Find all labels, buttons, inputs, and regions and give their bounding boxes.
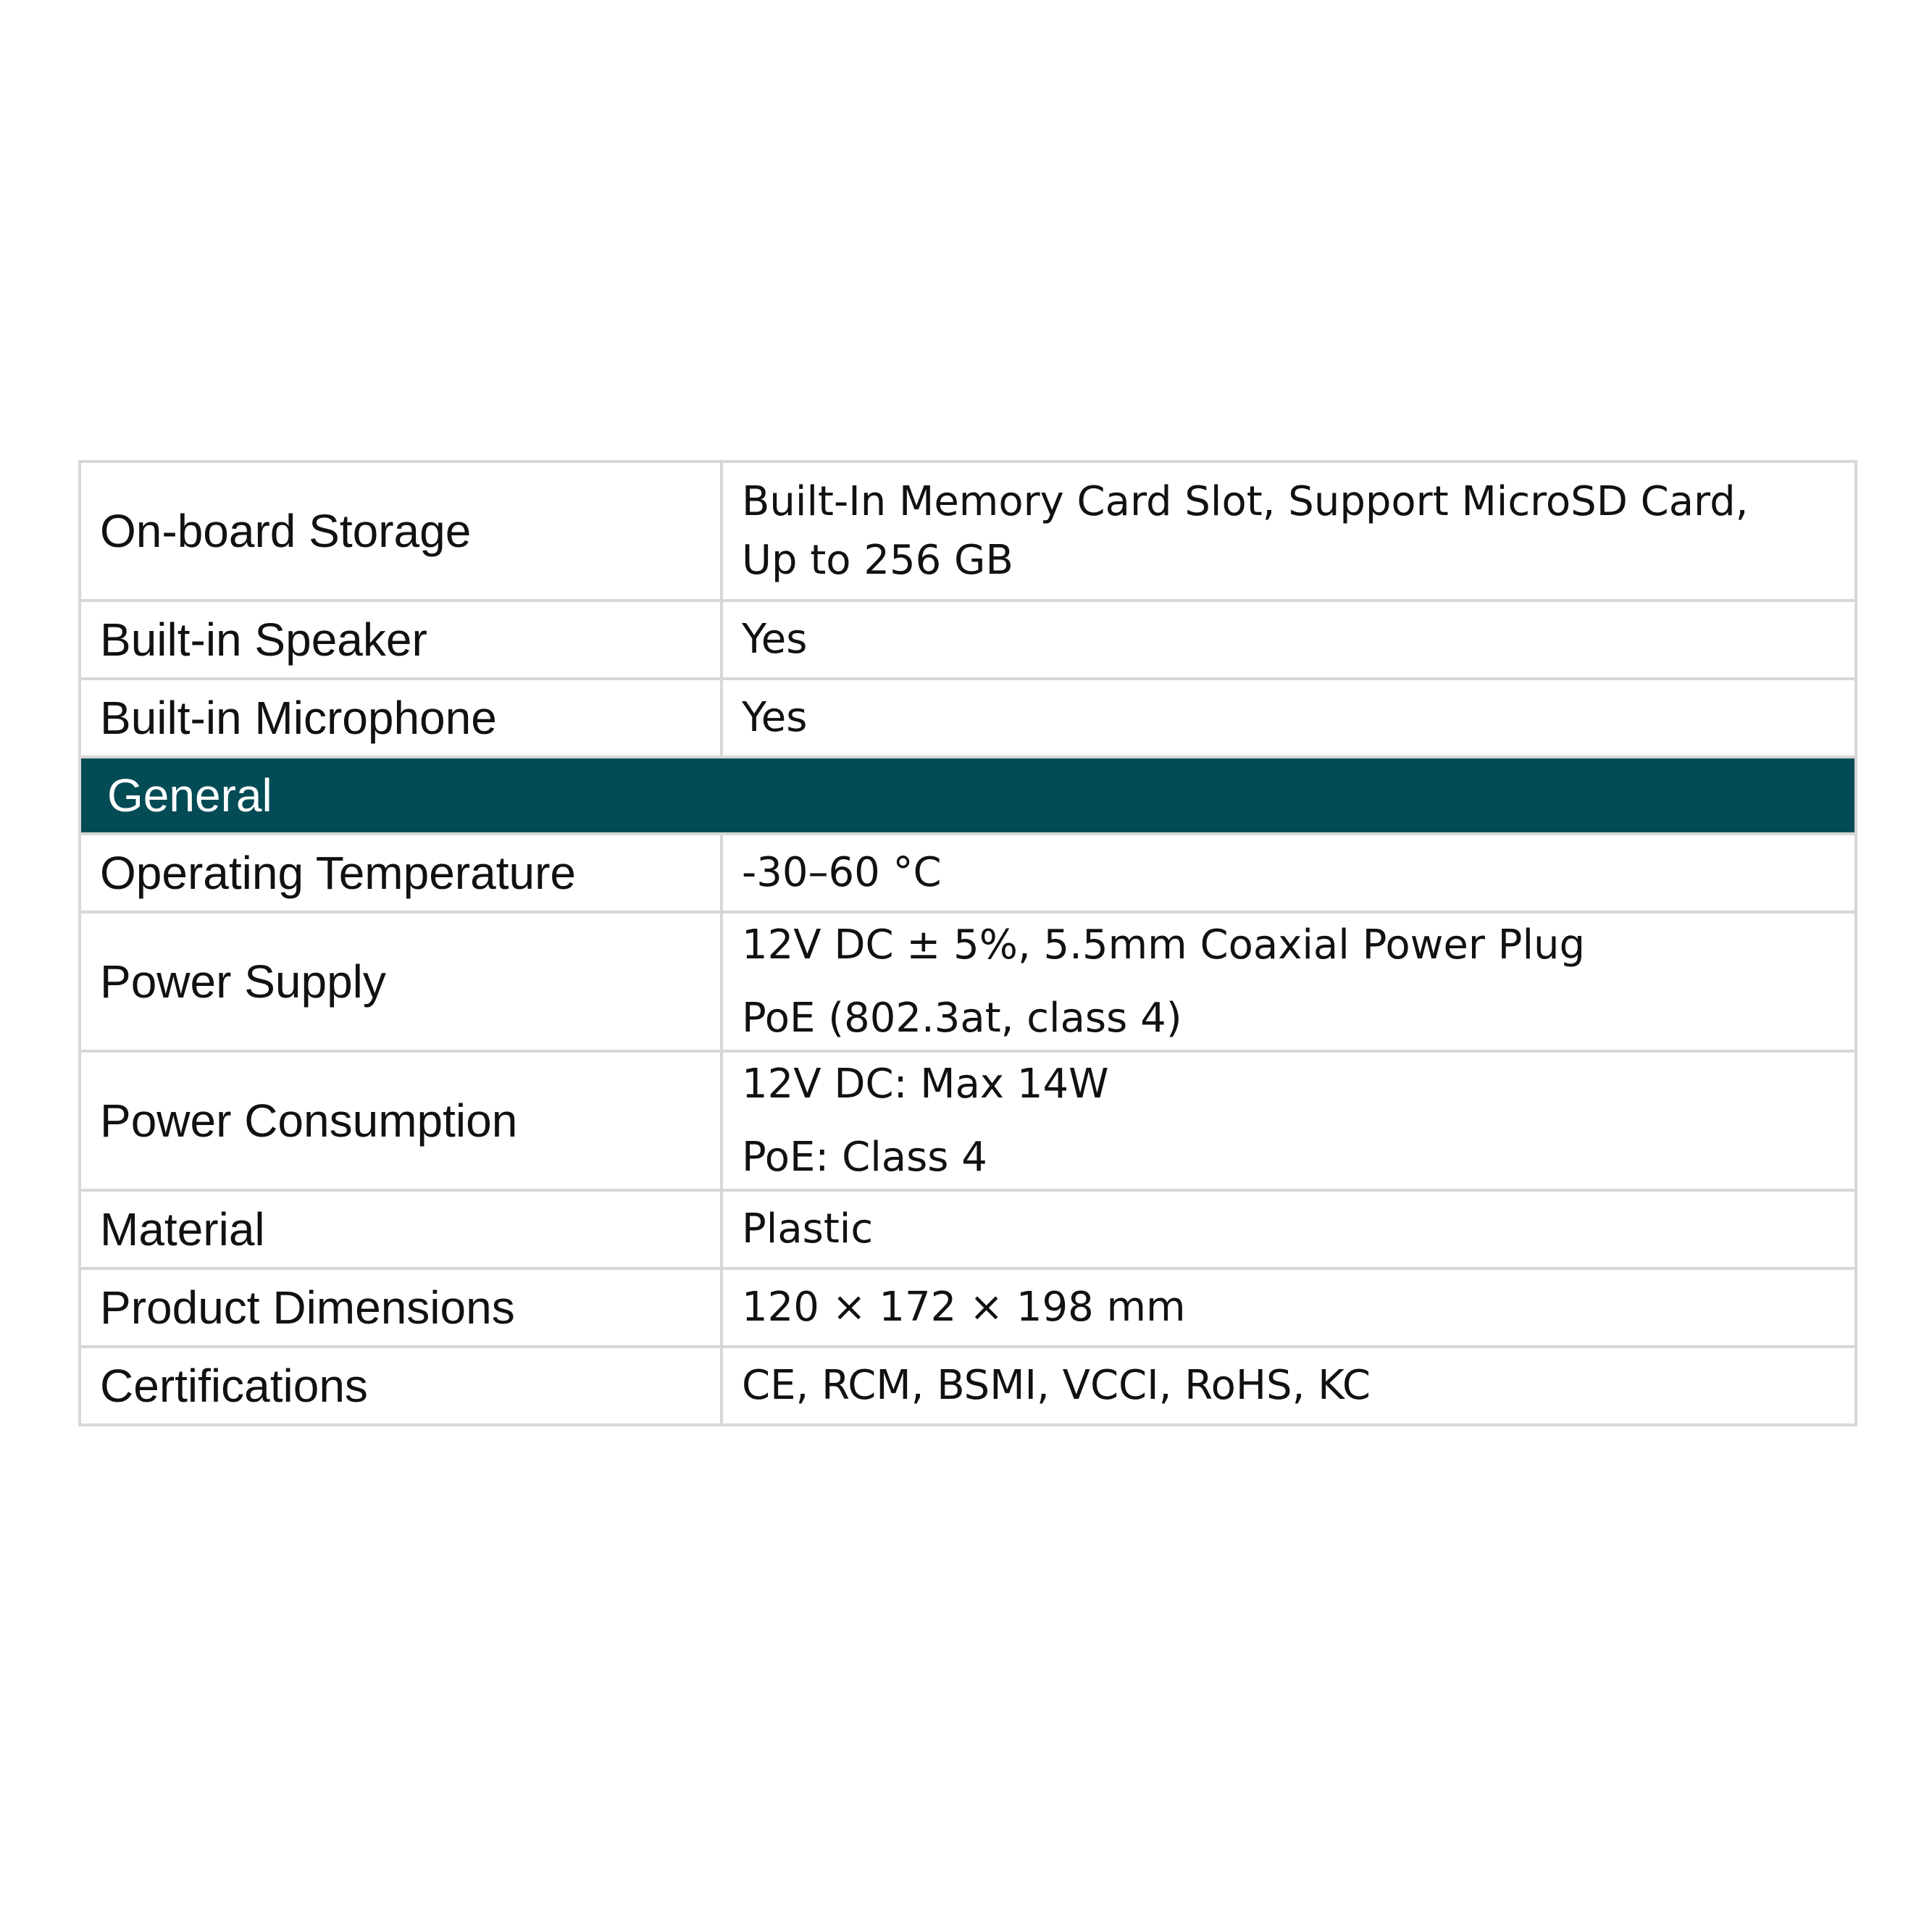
spec-value <box>722 912 1856 1051</box>
spec-row-certifications <box>80 1347 1856 1425</box>
spec-value-line: Plastic <box>742 1205 874 1253</box>
spec-label: Power Supply <box>80 912 722 1051</box>
spec-value <box>722 834 1856 912</box>
spec-value-line: PoE: Class 4 <box>742 1134 987 1181</box>
spec-value-line: 12V DC ± 5%, 5.5mm Coaxial Power Plug <box>742 921 1586 969</box>
spec-label: Built-in Microphone <box>80 679 722 757</box>
spec-value-line: 120 × 172 × 198 mm <box>742 1284 1186 1331</box>
spec-label: Certifications <box>80 1347 722 1425</box>
spec-row-product-dimensions <box>80 1268 1856 1347</box>
spec-value-line: Built-In Memory Card Slot, Support MicroSD Card, <box>742 477 1749 525</box>
spec-value <box>722 1268 1856 1347</box>
spec-label: Operating Temperature <box>80 834 722 912</box>
section-header-general <box>80 757 1856 834</box>
spec-row-material <box>80 1190 1856 1268</box>
spec-value <box>722 461 1856 601</box>
spec-value-line: CE, RCM, BSMI, VCCI, RoHS, KC <box>742 1362 1371 1410</box>
spec-row-power-consumption <box>80 1051 1856 1190</box>
spec-value-line: PoE (802.3at, class 4) <box>742 995 1182 1042</box>
spec-label: Power Consumption <box>80 1051 722 1190</box>
spec-row-built-in-microphone <box>80 679 1856 757</box>
spec-label: Material <box>80 1190 722 1268</box>
spec-value <box>722 679 1856 757</box>
spec-label: Built-in Speaker <box>80 601 722 679</box>
spec-value-line: Up to 256 GB <box>742 537 1013 584</box>
spec-row-power-supply <box>80 912 1856 1051</box>
spec-value-line: Yes <box>742 616 808 664</box>
spec-value-line: -30–60 °C <box>742 849 942 897</box>
spec-value <box>722 1051 1856 1190</box>
spec-value-line: Yes <box>742 694 808 742</box>
spec-value <box>722 1347 1856 1425</box>
spec-label: On-board Storage <box>80 461 722 601</box>
spec-value <box>722 601 1856 679</box>
spec-row-onboard-storage <box>80 461 1856 601</box>
spec-table <box>78 460 1857 1426</box>
spec-label: Product Dimensions <box>80 1268 722 1347</box>
spec-value-line: 12V DC: Max 14W <box>742 1060 1109 1108</box>
section-title: General <box>80 757 1856 834</box>
spec-row-built-in-speaker <box>80 601 1856 679</box>
spec-value <box>722 1190 1856 1268</box>
spec-row-operating-temperature <box>80 834 1856 912</box>
